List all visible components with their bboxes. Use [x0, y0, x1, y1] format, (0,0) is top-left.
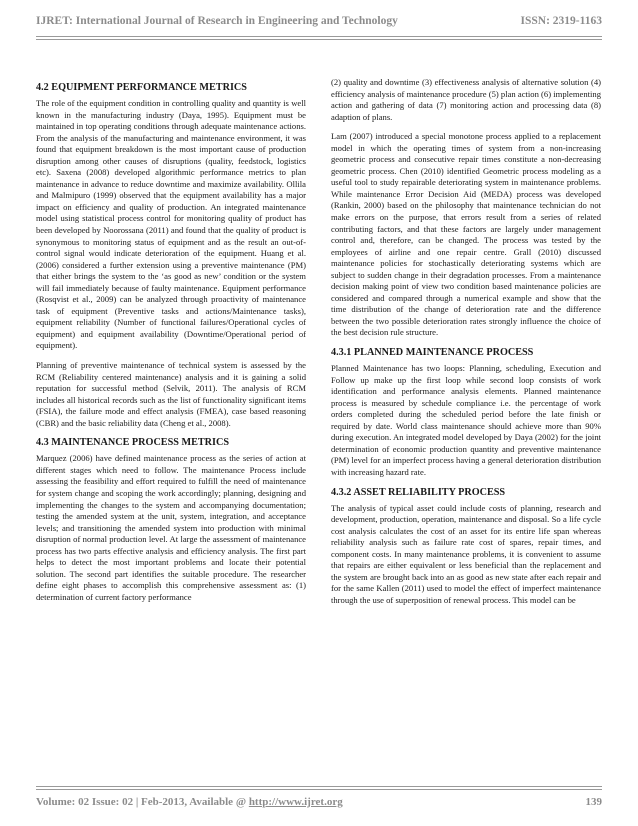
paragraph: Planned Maintenance has two loops: Planning, scheduling, Execution and Follow up make up the first loop while second loop consists of work identification and performance analysis elements. Planned maintenance process is measured by schedule compliance i.e. the percentage of work orders completed during the scheduled period before the late finish or required by date. World class maintenance should achieve more than 90% during execution. An integrated model developed by Daya (2002) for the joint determination of economic production quantity and preventive maintenance (PM) level for an imperfect process having a general deterioration distribution with increasing hazard rate. — [331, 363, 601, 477]
right-column — [331, 77, 601, 614]
header-rule-second — [36, 39, 602, 40]
footer-rule — [36, 786, 602, 787]
section-heading-4-3-2: 4.3.2 ASSET RELIABILITY PROCESS — [331, 486, 506, 498]
paragraph: (2) quality and downtime (3) effectiveness analysis of alternative solution (4) efficiency analysis of maintenance procedure (5) plan action (6) implementing action and gathering of data (7) monitoring action and processing data (8) adaption of plans. — [331, 77, 601, 122]
paragraph: Marquez (2006) have defined maintenance process as the series of action at different stages which need to follow. The maintenance Process include assessing the feasibility and effort required to fulfill the need of maintenance for system change and scoping the work accordingly; planning, designing and implementing the changes to the system and accompanying documentation; testing the amended system at the unit, system, integration, and acceptance levels; and transitioning the amended system into production with minimal disruption of normal production level. At large the assessment of maintenance process has two parts effective analysis and efficiency analysis. The first part helps to detect the most important problems and locate their potential solution. The second part identifies the suitable procedure. The researcher define eight phases to accomplish this comprehensive assessment as: (1) determination of current factory performance — [36, 453, 306, 602]
section-heading-4-2: 4.2 EQUIPMENT PERFORMANCE METRICS — [36, 82, 247, 93]
paragraph: The role of the equipment condition in controlling quality and quantity is well known in the manufacturing industry (Daya, 1995). Equipment must be maintained in top operating conditions through adequate maintenance actions. From the analysis of the manufacturing and maintenance environment, it was found that equipment breakdown is the most important cause of production disruption among other causes of disruptions (quality, feedstock, logistics etc). Saxena (2008) developed algorithmic performance metrics to plan maintenance in advance to reduce downtime and maximize availability. Ollila and Malmipuro (1999) observed that the equipment availability has a major impact on efficiency and quality of production. An integrated maintenance model using statistical process control for monitoring quality of product has been developed by Noorossana (2011) and found that the quality of product is synonymous to monitoring status of equipment and as the result an out-of-control signal would indicate deterioration of the equipment. Huang et al. (2006) considered a further extension using a preventive maintenance (PM) that either brings the system to the ‘as good as new’ condition or the system will fail immediately because of faulty maintenance. Equipment performance (Rosqvist et al., 2009) can be analyzed through proactivity of maintenance task of equipment (Preventive tasks and actions/Maintenance tasks), equipment reliability (Number of functional failures/Operational cycles of equipment) and equipment availability (Downtime/Operational period of equipment). — [36, 98, 306, 351]
running-header — [36, 10, 602, 32]
journal-name: IJRET: International Journal of Research in Engineering and Technology — [36, 15, 398, 27]
page-number: 139 — [585, 796, 602, 808]
journal-link[interactable]: http://www.ijret.org — [248, 796, 343, 808]
issn: ISSN: 2319-1163 — [520, 15, 602, 27]
volume-text: Volume: 02 Issue: 02 | Feb-2013, Available @ — [36, 796, 249, 808]
section-heading-4-3: 4.3 MAINTENANCE PROCESS METRICS — [36, 437, 230, 449]
section-heading-4-3-1: 4.3.1 PLANNED MAINTENANCE PROCESS — [331, 347, 534, 359]
footer-rule-second — [36, 789, 602, 790]
left-column — [36, 82, 306, 611]
paragraph: Lam (2007) introduced a special monotone process applied to a replacement model in which the operating times of system from a non-increasing geometric process and consecutive repair times constitute a non-decreasing geometric process. Chen (2010) identified Geometric process modeling as a useful tool to study repairable deteriorating system in maintenance problems. While maintenance Error Decision Aid (MEDA) process was developed (Rankin, 2000) based on the philosophy that maintenance technician do not make errors on the purpose, that errors result from a series of related contributing factors, and that these factors are largely under management control and, therefore, can be changed. The process was tested by the employees of airline and one repair centre. Grall (2010) discussed maintenance policies for stochastically deteriorating systems which are subject to sudden change in their degradation processes. From a maintenance decision making point of view two condition based maintenance policies are considered and compared through a numerical example and show that the time distribution of the change of deterioration rate and the difference between the two possible deterioration rates strongly influence the choice of the best decision rule structure. — [331, 131, 601, 338]
paragraph: Planning of preventive maintenance of technical system is assessed by the RCM (Reliability centered maintenance) analysis and it is gaining a solid reputation for successful method (Selvik, 2011). The analysis of RCM includes all historical records such as the list of functionality significant items (FSIA), the failure mode and effect analysis (FMEA), case based reasoning (CBR) and the basic reliability data (Cheng et al., 2008). — [36, 360, 306, 428]
header-rule — [36, 36, 602, 37]
volume-info — [36, 796, 343, 808]
paragraph: The analysis of typical asset could include costs of planning, research and development, production, operation, maintenance and disposal. So a life cycle cost analysis calculates the cost of an asset for its entire life span whereas reliability analysis such as failure rate cost of spares, repair times, and component costs. In many maintenance problems, it is convenient to assume that repairs are either equivalent or less beneficial than the replacement and the system are brought back into an as good as new state after each repair and for the same Kallen (2011) used to model the effect of imperfect maintenance through the use of superposition of renewal process. This model can be — [331, 502, 601, 605]
